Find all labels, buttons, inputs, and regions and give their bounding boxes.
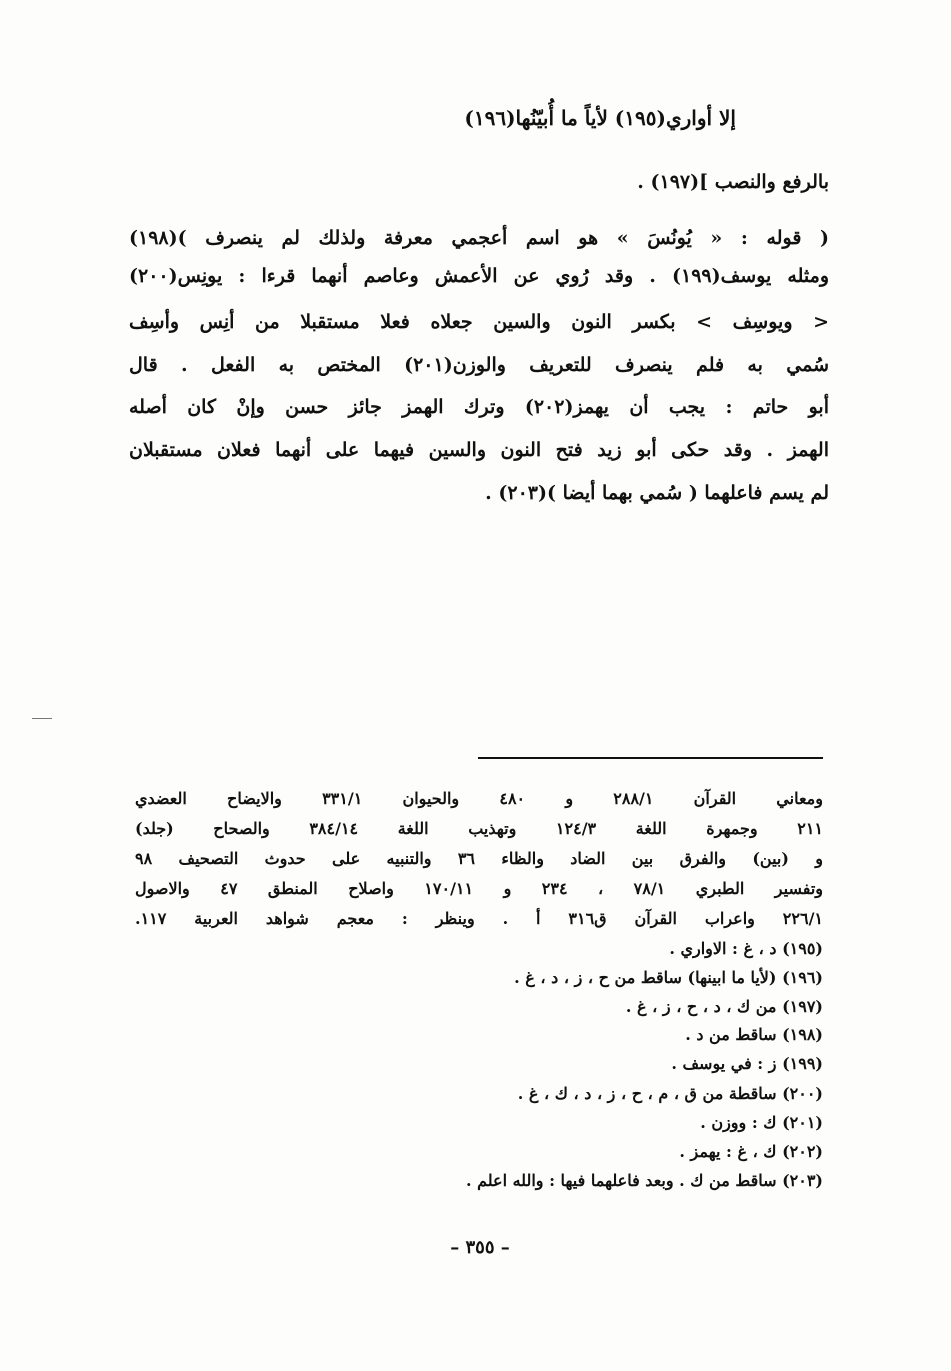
body-line-2: ( قوله : « يُونُسَ » هو اسم أعجمي معرفة ولذلك لم ينصرف )(١٩٨) (129, 227, 829, 249)
footnote-separator (478, 757, 823, 759)
footnote-196: (١٩٦) (لأيا ما ابينها) ساقط من ح ، ز ، د ، غ . (514, 968, 823, 987)
footnote-201: (٢٠١) ك : ووزن . (700, 1113, 823, 1132)
margin-mark (32, 718, 52, 719)
footnote-continuation-line-4: وتفسير الطبري ٧٨/١ ، ٢٣٤ و ١٧٠/١١ واصلاح المنطق ٤٧ والاصول (135, 879, 824, 898)
footnote-continuation-line-2: ٢١١ وجمهرة اللغة ١٢٤/٣ وتهذيب اللغة ٣٨٤/١٤ والصحاح (جلد) (135, 819, 823, 838)
body-line-3: ومثله يوسف(١٩٩) . وقد رُوي عن الأعمش وعاصم أنهما قرءا : يونِس(٢٠٠) (129, 265, 829, 287)
body-line-1: بالرفع والنصب ](١٩٧) . (637, 171, 829, 193)
footnote-198: (١٩٨) ساقط من د . (685, 1025, 823, 1044)
footnote-continuation-line-3: و (بين) والفرق بين الضاد والظاء ٣٦ والتنبيه على حدوث التصحيف ٩٨ (135, 849, 823, 868)
footnote-200: (٢٠٠) ساقطة من ق ، م ، ح ، ز ، د ، ك ، غ . (517, 1084, 823, 1103)
footnote-197: (١٩٧) من ك ، د ، ح ، ز ، غ . (625, 997, 823, 1016)
body-line-6: أبو حاتم : يجب أن يهمز(٢٠٢) وترك الهمز جائز حسن وإنْ كان أصله (129, 396, 829, 418)
footnote-199: (١٩٩) ز : في يوسف . (671, 1054, 823, 1073)
footnote-202: (٢٠٢) ك ، غ : يهمز . (679, 1142, 823, 1161)
footnote-continuation-line-5: ٢٢٦/١ واعراب القرآن ق٣١٦ أ . وينظر : معجم شواهد العربية ١١٧. (135, 909, 823, 928)
body-line-4: < ويوسِف > بكسر النون والسين جعلاه فعلا مستقبلا من أنِس وأسِف (129, 311, 829, 333)
footnote-203: (٢٠٣) ساقط من ك . وبعد فاعلهما فيها : والله اعلم . (465, 1171, 823, 1190)
body-line-5: سُمي به فلم ينصرف للتعريف والوزن(٢٠١) المختص به الفعل . قال (129, 354, 829, 376)
body-line-8: لم يسم فاعلهما ( سُمي بهما أيضا )(٢٠٣) . (485, 482, 829, 504)
body-line-7: الهمز . وقد حكى أبو زيد فتح النون والسين فيهما على أنهما فعلان مستقبلان (129, 439, 829, 461)
footnote-195: (١٩٥) د ، غ : الاواري . (669, 939, 823, 958)
footnote-continuation-line-1: ومعاني القرآن ٢٨٨/١ و ٤٨٠ والحيوان ٣٣١/١ والايضاح العضدي (135, 789, 823, 808)
page-number: – ٣٥٥ – (450, 1237, 510, 1258)
poetry-verse: إلا أواري‏(١٩٥) لأياً ما أُبيّنُها(١٩٦) (464, 106, 736, 130)
